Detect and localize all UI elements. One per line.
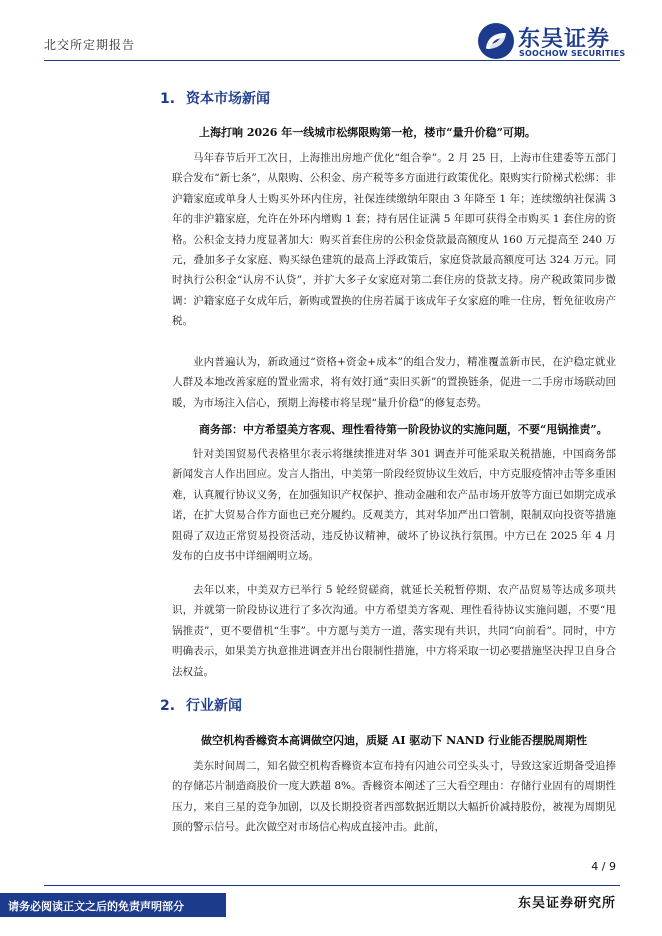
news-paragraph: 针对美国贸易代表格里尔表示将继续推进对华 301 调查并可能采取关税措施，中国商务部新闻发言人作出回应。发言人指出，中美第一阶段经贸协议生效后，中方克服疫情冲击等多重困难，认真履行协议义务，在加强知识产权保护、推动金融和农产品市场开放等方面已如期完成承诺，在扩大贸易合作方面也已充分履约。反观美方，其对华加严出口管制，限制双向投资等措施阻碍了双边正常贸易投资活动，违反协议精神，破坏了协议执行氛围。中方已在 2025 年 4 月发布的白皮书中详细阐明立场。 — [172, 448, 616, 563]
footer-divider — [44, 885, 620, 886]
report-type-label: 北交所定期报告 — [44, 38, 136, 52]
news-title: 商务部：中方希望美方客观、理性看待第一阶段协议的实施问题，不要“甩锅推责”。 — [199, 423, 608, 436]
disclaimer-banner — [0, 893, 226, 917]
disclaimer-text: 请务必阅读正文之后的免责声明部分 — [8, 900, 184, 913]
section-title: 资本市场新闻 — [186, 91, 270, 107]
news-paragraph: 美东时间周二，知名做空机构香橼资本宣布持有闪迪公司空头头寸，导致这家近期备受追捧的存储芯片制造商股价一度大跌超 8%。香橼资本阐述了三大看空理由：存储行业固有的周期性压力，来自三星的竞争加剧，以及长期投资者西部数据近期以大幅折价减持股份，被视为周期见顶的警示信号。此次做空对市场信心构成直接冲击。此前， — [172, 760, 616, 834]
news-paragraph: 业内普遍认为，新政通过“资格+资金+成本”的组合发力，精准覆盖新市民，在沪稳定就业人群及本地改善家庭的置业需求，将有效打通“卖旧买新”的置换链条，促进一二手房市场联动回暖，为市场注入信心，预期上海楼市将呈现“量升价稳”的修复态势。 — [172, 356, 616, 409]
page-number: 4 / 9 — [591, 860, 616, 873]
section-title: 行业新闻 — [186, 698, 242, 714]
news-paragraph: 马年春节后开工次日，上海推出房地产优化“组合拳”。2 月 25 日，上海市住建委等五部门联合发布“新七条”，从限购、公积金、房产税等多方面进行政策优化。限购实行阶梯式松绑：非沪籍家庭或单身人士购买外环内住房，社保连续缴纳年限由 3 年降至 1 年；连续缴纳社保满 3 年的非沪籍家庭，允许在外环内增购 1 套；持有居住证满 5 年即可获得全市购买 1 套住房的资格。公积金支持力度显著加大：购买首套住房的公积金贷款最高额度从 160 万元提高至 240 万元，叠加多子女家庭、购买绿色建筑的最高上浮政策后，家庭贷款最高额度可达 324 万元。同时执行公积金“认房不认贷”，并扩大多子女家庭对第二套住房的贷款支持。房产税政策同步微调：沪籍家庭子女成年后，新购或置换的住房若属于该成年子女家庭的唯一住房，暂免征收房产税。 — [172, 152, 616, 328]
news-title: 做空机构香橼资本高调做空闪迪，质疑 AI 驱动下 NAND 行业能否摆脱周期性 — [201, 734, 588, 747]
logo-name: 东吴证券 — [518, 27, 611, 52]
research-institute-label: 东吴证券研究所 — [517, 896, 616, 911]
header-divider — [44, 60, 620, 61]
soochow-logo-icon — [476, 21, 516, 61]
section-number: 1. — [160, 91, 176, 107]
section-1-heading — [160, 88, 270, 108]
company-logo — [476, 20, 626, 62]
news-paragraph: 去年以来，中美双方已举行 5 轮经贸磋商，就延长关税暂停期、农产品贸易等达成多项共识，并就第一阶段协议进行了多次沟通。中方希望美方客观、理性看待协议实施问题，不要“甩锅推责”，更不要借机“生事”。中方愿与美方一道，落实现有共识，共同“向前看”。同时，中方明确表示，如果美方执意推进调查并出台限制性措施，中方将采取一切必要措施坚决捍卫自身合法权益。 — [172, 584, 616, 678]
news-title: 上海打响 2026 年一线城市松绑限购第一枪，楼市“量升价稳”可期。 — [199, 126, 536, 139]
logo-english-name: SOOCHOW SECURITIES — [519, 49, 626, 58]
section-2-heading — [160, 695, 242, 715]
section-number: 2. — [160, 698, 176, 714]
